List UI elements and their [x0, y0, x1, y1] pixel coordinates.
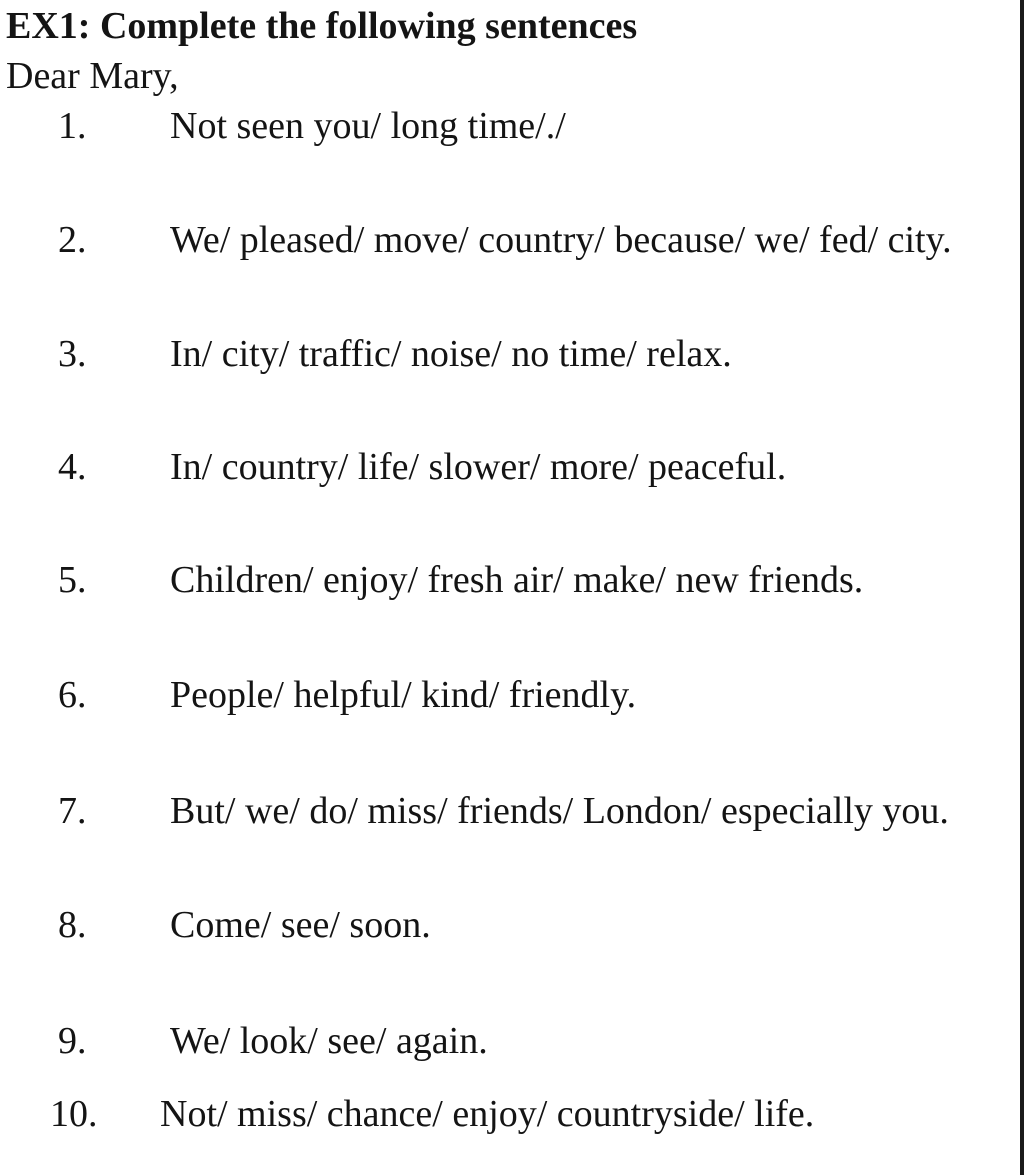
item-number: 6.	[58, 674, 87, 716]
item-number: 9.	[58, 1020, 87, 1062]
item-number: 2.	[58, 219, 87, 261]
list-item	[0, 901, 1020, 949]
item-number: 3.	[58, 333, 87, 375]
item-number: 7.	[58, 790, 87, 832]
list-item	[0, 216, 1020, 264]
item-text: In/ country/ life/ slower/ more/ peaceful.	[170, 446, 787, 488]
item-number: 5.	[58, 559, 87, 601]
list-item	[0, 330, 1020, 378]
item-text: Not seen you/ long time/./	[170, 105, 566, 147]
list-item	[0, 443, 1020, 491]
item-number: 4.	[58, 446, 87, 488]
item-number: 1.	[58, 105, 87, 147]
list-item	[0, 787, 1020, 835]
item-text: In/ city/ traffic/ noise/ no time/ relax.	[170, 333, 732, 375]
item-text: But/ we/ do/ miss/ friends/ London/ especially you.	[170, 790, 949, 832]
item-number: 10.	[50, 1093, 98, 1135]
exercise-title: EX1: Complete the following sentences	[6, 5, 638, 47]
list-item	[0, 1017, 1020, 1065]
item-text: Come/ see/ soon.	[170, 904, 431, 946]
list-item	[0, 102, 1020, 150]
item-text: We/ pleased/ move/ country/ because/ we/ fed/ city.	[170, 219, 952, 261]
page-border	[1020, 0, 1024, 1175]
item-text: Children/ enjoy/ fresh air/ make/ new friends.	[170, 559, 864, 601]
item-text: We/ look/ see/ again.	[170, 1020, 488, 1062]
list-item	[0, 1090, 1020, 1138]
item-text: Not/ miss/ chance/ enjoy/ countryside/ life.	[160, 1093, 815, 1135]
list-item	[0, 556, 1020, 604]
item-number: 8.	[58, 904, 87, 946]
letter-greeting: Dear Mary,	[6, 55, 179, 97]
list-item	[0, 671, 1020, 719]
item-text: People/ helpful/ kind/ friendly.	[170, 674, 637, 716]
